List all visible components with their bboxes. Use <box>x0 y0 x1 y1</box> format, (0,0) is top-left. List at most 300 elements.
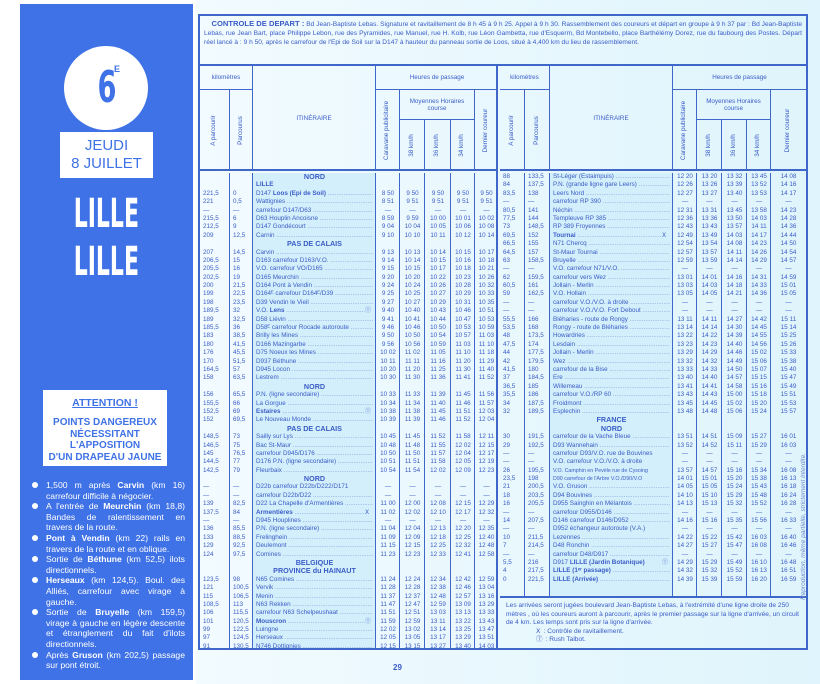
time-38kmh: 14 29 <box>701 349 718 357</box>
time-38kmh: 13 27 <box>701 189 718 197</box>
time-36kmh: 15 16 <box>726 466 743 474</box>
time-caravane: 9 24 <box>381 282 395 290</box>
time-36kmh: 13 40 <box>726 189 743 197</box>
time-caravane: 11 23 <box>380 550 396 558</box>
time-34kmh: 13 13 <box>455 609 471 617</box>
km-covered: 38,5 <box>233 332 246 340</box>
stage-number: 6 <box>97 62 115 113</box>
time-34kmh: — <box>459 491 467 499</box>
danger-point-item: Herseaux (km 124,5). Boul. des Alliés, carrefour avec virage à gauche. <box>30 575 185 607</box>
time-last-rider: 15 25 <box>780 332 797 340</box>
time-38kmh: 10 50 <box>404 332 421 340</box>
km-covered: — <box>528 298 535 306</box>
table-row <box>200 332 496 340</box>
time-caravane: 9 46 <box>381 324 395 332</box>
km-remaining: 142,5 <box>203 466 219 474</box>
time-38kmh: — <box>706 298 713 306</box>
time-38kmh: 13 57 <box>701 248 718 256</box>
time-38kmh: 15 32 <box>701 567 718 575</box>
danger-point-item: Sortie de Bruyelle (km 159,5) virage à gauche en légère descente et étranglement du fait d'ilots directionnels. <box>30 607 185 649</box>
time-34kmh: 15 24 <box>751 407 767 415</box>
km-covered: — <box>528 550 535 558</box>
attention-body: POINTS DANGEREUX NÉCESSITANT L'APPOSITION D'UN DRAPEAU JAUNE <box>48 417 162 463</box>
time-last-rider: 15 14 <box>780 324 797 332</box>
time-36kmh: 10 29 <box>430 298 446 306</box>
km-remaining: 34 <box>503 399 511 407</box>
itinerary-place: V.O. Lens ..... <box>256 307 365 315</box>
km-remaining: 144,5 <box>203 458 219 466</box>
time-36kmh: 10 22 <box>430 273 446 281</box>
time-36kmh: 14 40 <box>726 340 743 348</box>
time-38kmh: 11 02 <box>404 349 421 357</box>
time-38kmh: 14 11 <box>701 315 718 323</box>
time-34kmh: 11 58 <box>455 433 471 441</box>
km-remaining: 29 <box>503 441 511 449</box>
km-covered: 174 <box>528 340 539 348</box>
km-covered: 51,5 <box>233 357 246 365</box>
table-row <box>200 223 496 231</box>
time-38kmh: 11 39 <box>404 416 421 424</box>
time-34kmh: 12 04 <box>455 449 471 457</box>
km-covered: 203,5 <box>528 491 544 499</box>
day-label: JEUDI <box>84 137 129 154</box>
itinerary-place: D937 Béthune ..... <box>256 358 373 366</box>
table-row <box>200 576 496 584</box>
table-row <box>200 366 496 374</box>
time-36kmh: 15 06 <box>726 407 743 415</box>
km-remaining: 189 <box>203 315 214 323</box>
time-last-rider: 14 16 <box>780 181 797 189</box>
time-36kmh: 10 50 <box>430 324 446 332</box>
time-36kmh: 13 45 <box>726 206 743 214</box>
itinerary-place: LILLE (1ᵉʳ passage) ..... <box>553 567 670 575</box>
time-38kmh: 14 52 <box>701 441 718 449</box>
header-itineraire: ITINÉRAIRE <box>253 66 376 171</box>
time-caravane: 10 48 <box>380 441 396 449</box>
time-38kmh: 11 11 <box>405 357 420 365</box>
time-last-rider: 14 50 <box>780 240 797 248</box>
km-covered: 168 <box>528 324 539 332</box>
time-38kmh: 14 33 <box>701 365 718 373</box>
time-36kmh: 14 57 <box>726 374 743 382</box>
time-36kmh: 11 39 <box>430 391 446 399</box>
km-remaining: 16 <box>503 500 511 508</box>
itinerary-place: D165 Meurchin ..... <box>256 274 373 282</box>
km-remaining: 205,5 <box>203 265 219 273</box>
time-34kmh: — <box>755 298 763 306</box>
table-row <box>500 249 806 257</box>
time-last-rider: 15 26 <box>780 340 797 348</box>
table-row <box>500 257 806 265</box>
time-36kmh: 12 08 <box>430 500 446 508</box>
itinerary-place: D93 Wannehain ..... <box>553 442 670 450</box>
time-38kmh: 15 29 <box>701 558 718 566</box>
time-last-rider: 10 08 <box>478 223 495 231</box>
time-36kmh: — <box>731 298 738 306</box>
time-36kmh: 15 02 <box>726 399 743 407</box>
time-caravane: — <box>384 483 392 491</box>
time-last-rider: 12 58 <box>478 550 495 558</box>
time-34kmh: — <box>755 307 763 315</box>
time-38kmh: 11 34 <box>404 399 421 407</box>
table-row <box>500 341 806 349</box>
time-38kmh: 11 54 <box>404 466 421 474</box>
km-remaining: 48 <box>503 332 511 340</box>
itinerary-place: Carnin ..... <box>256 232 373 240</box>
time-36kmh: 10 44 <box>430 315 446 323</box>
time-last-rider: 16 13 <box>780 475 797 483</box>
time-last-rider: 10 53 <box>478 315 495 323</box>
km-covered: 14,5 <box>233 248 246 256</box>
time-last-rider: 12 11 <box>478 433 495 441</box>
header-caravane: Caravane publicitaire <box>673 90 697 171</box>
table-row <box>200 265 496 273</box>
itinerary-place: St-Maur Tournai ..... <box>553 249 670 257</box>
table-row <box>200 383 496 391</box>
km-remaining: 30 <box>503 433 511 441</box>
time-caravane: 9 56 <box>381 340 395 348</box>
time-caravane: 13 48 <box>677 407 693 415</box>
time-38kmh: 15 27 <box>701 542 718 550</box>
itinerary-place: Bruyelle ..... <box>553 257 670 265</box>
km-covered: — <box>528 525 535 533</box>
time-38kmh: 11 51 <box>404 458 421 466</box>
km-covered: — <box>528 508 535 516</box>
time-caravane: 14 32 <box>677 567 693 575</box>
time-38kmh: 13 05 <box>404 634 421 642</box>
time-caravane: 13 33 <box>677 365 693 373</box>
time-last-rider: — <box>785 307 792 315</box>
km-covered: 177,5 <box>528 349 544 357</box>
time-last-rider: — <box>785 198 792 206</box>
time-last-rider: 14 44 <box>780 231 797 239</box>
time-34kmh: 14 56 <box>751 340 767 348</box>
time-caravane: 11 04 <box>380 525 396 533</box>
time-34kmh: — <box>755 550 763 558</box>
time-38kmh: 14 32 <box>701 357 718 365</box>
time-38kmh: — <box>706 307 713 315</box>
km-covered: 69,5 <box>233 416 246 424</box>
time-caravane: 14 05 <box>677 483 693 491</box>
time-last-rider: 11 57 <box>478 399 495 407</box>
finish-city: LILLE <box>73 239 140 285</box>
time-caravane: 13 52 <box>677 441 693 449</box>
itinerary-place: Jollain - Merlin ..... <box>553 282 670 290</box>
time-38kmh: 15 01 <box>701 475 718 483</box>
region-heading: PROVINCE du HAINAUT <box>273 566 356 576</box>
time-last-rider: 15 11 <box>780 315 797 323</box>
time-caravane: 9 20 <box>381 273 395 281</box>
time-38kmh: — <box>706 449 713 457</box>
time-caravane: — <box>681 458 689 466</box>
legend-item: Ⓣ : Rush Talbot. <box>536 636 586 644</box>
time-36kmh: 11 16 <box>430 357 446 365</box>
km-remaining: 37 <box>503 374 511 382</box>
time-34kmh: 16 13 <box>751 567 767 575</box>
time-38kmh: 10 25 <box>404 290 421 298</box>
km-remaining: — <box>503 458 510 466</box>
time-38kmh: 12 04 <box>404 525 421 533</box>
time-last-rider: 14 08 <box>780 173 797 180</box>
time-last-rider: — <box>483 517 490 525</box>
time-34kmh: 14 17 <box>751 231 767 239</box>
danger-point-item: 1,500 m après Carvin (km 16) carrefour difficile à négocier. <box>30 480 185 501</box>
km-remaining: — <box>503 525 510 533</box>
time-last-rider: 12 03 <box>478 407 495 415</box>
itinerary-place: Luingne ..... <box>256 626 373 634</box>
table-header <box>200 66 496 171</box>
km-covered: 97,5 <box>233 550 246 558</box>
table-body <box>200 173 496 651</box>
time-last-rider: 15 40 <box>780 365 797 373</box>
itinerary-place: D147 Gondécourt ..... <box>256 223 373 231</box>
danger-point-item: Après Gruson (km 202,5) passage sur pont étroit. <box>30 650 185 671</box>
time-34kmh: 10 16 <box>455 256 471 264</box>
km-remaining: 180 <box>203 340 214 348</box>
table-row <box>500 316 806 324</box>
time-34kmh: 10 53 <box>455 324 471 332</box>
time-caravane: 12 43 <box>677 223 693 231</box>
itinerary-place: D63 Houplin Ancoisne ..... <box>256 215 373 223</box>
time-caravane: 11 28 <box>380 584 396 592</box>
table-row <box>500 576 806 584</box>
start-city: LILLE <box>73 191 140 237</box>
time-34kmh: 15 27 <box>751 433 767 441</box>
km-covered: — <box>528 265 535 273</box>
time-caravane: 13 22 <box>677 332 693 340</box>
table-row <box>500 559 806 567</box>
time-36kmh: 12 02 <box>430 466 446 474</box>
header-36kmh: 36 km/h <box>425 120 451 171</box>
table-row <box>200 433 496 441</box>
km-covered: 98 <box>233 575 241 583</box>
time-36kmh: 14 30 <box>726 324 743 332</box>
time-caravane: 11 24 <box>380 575 396 583</box>
time-last-rider: 12 32 <box>478 508 495 516</box>
time-34kmh: 15 07 <box>751 365 767 373</box>
header-a-parcourir: A parcourir <box>500 90 525 171</box>
time-38kmh: 12 09 <box>404 533 421 541</box>
table-row <box>200 316 496 324</box>
table-row <box>500 433 806 441</box>
time-38kmh: 14 23 <box>701 340 718 348</box>
time-36kmh: 15 52 <box>726 567 743 575</box>
time-caravane: 9 10 <box>381 231 395 239</box>
table-row <box>500 383 806 391</box>
table-row <box>200 349 496 357</box>
table-row <box>200 475 496 483</box>
time-last-rider: 12 29 <box>478 500 495 508</box>
km-remaining: 137,5 <box>203 508 219 516</box>
km-remaining: 0 <box>503 575 507 583</box>
km-remaining: 123,5 <box>203 575 219 583</box>
table-row <box>500 500 806 508</box>
time-34kmh: 10 57 <box>455 332 471 340</box>
time-34kmh: 12 42 <box>455 575 471 583</box>
time-caravane: 13 45 <box>677 399 693 407</box>
time-last-rider: — <box>785 550 792 558</box>
km-remaining: 206,5 <box>203 256 219 264</box>
time-34kmh: 16 08 <box>751 542 767 550</box>
table-row <box>200 198 496 206</box>
time-34kmh: 14 33 <box>751 282 767 290</box>
time-36kmh: 13 32 <box>726 173 743 180</box>
time-last-rider: 10 02 <box>478 214 495 222</box>
time-38kmh: 14 22 <box>701 332 718 340</box>
time-34kmh: 12 20 <box>455 525 471 533</box>
km-covered: 21,5 <box>233 282 246 290</box>
time-38kmh: 9 50 <box>406 189 419 197</box>
km-remaining: 10 <box>503 533 511 541</box>
time-34kmh: 11 46 <box>455 399 471 407</box>
table-row <box>200 274 496 282</box>
time-last-rider: 12 15 <box>478 441 495 449</box>
time-last-rider: 11 56 <box>478 391 495 399</box>
time-last-rider: 11 29 <box>478 357 495 365</box>
time-38kmh: 14 48 <box>701 407 718 415</box>
km-remaining: 84 <box>503 181 511 189</box>
km-remaining: — <box>503 307 510 315</box>
time-caravane: — <box>681 550 689 558</box>
km-covered: 73 <box>233 433 241 441</box>
itinerary-place: RP 389 Froyennes ..... <box>553 223 670 231</box>
time-38kmh: 12 24 <box>404 575 421 583</box>
time-34kmh: 12 57 <box>455 592 471 600</box>
itinerary-place: carrefour N63 Schelpeushaat ..... <box>256 609 373 617</box>
rush-talbot-icon: Ⓣ <box>536 636 543 644</box>
table-row <box>200 358 496 366</box>
time-36kmh: — <box>731 449 738 457</box>
itinerary-place: D39 Vendin le Vieil ..... <box>256 299 373 307</box>
region-heading: PAS DE CALAIS <box>287 423 342 433</box>
km-remaining: 115 <box>203 592 214 600</box>
table-header <box>500 66 806 171</box>
time-34kmh: — <box>755 508 763 516</box>
itinerary-place: D58ᴱ carrefour Rocade autoroute ..... <box>256 324 373 332</box>
time-caravane: 9 04 <box>381 223 395 231</box>
time-caravane: 11 59 <box>380 617 396 625</box>
time-last-rider: — <box>785 458 792 466</box>
time-34kmh: 11 52 <box>455 416 471 424</box>
km-remaining: 4 <box>503 567 507 575</box>
header-moyennes: Moyennes Horaires course <box>697 90 771 120</box>
km-remaining: 41,5 <box>503 365 516 373</box>
km-covered: 36 <box>233 324 241 332</box>
time-caravane: 11 02 <box>380 508 396 516</box>
time-34kmh: 15 34 <box>751 466 767 474</box>
time-34kmh: 12 25 <box>455 533 471 541</box>
itinerary-place: Leers Nord ..... <box>553 190 670 198</box>
km-covered: 88,5 <box>233 533 246 541</box>
km-remaining: 35,5 <box>503 391 516 399</box>
time-last-rider: 12 59 <box>478 575 495 583</box>
time-34kmh: 12 41 <box>455 550 471 558</box>
km-covered: 32 <box>233 307 241 315</box>
table-row <box>500 551 806 559</box>
time-last-rider: 15 01 <box>780 282 797 290</box>
itinerary-place: Deulemont ..... <box>256 542 373 550</box>
time-36kmh: 12 18 <box>430 533 446 541</box>
itinerary-place: D147 Loos (Epi de Soil) ..... <box>256 190 373 198</box>
km-remaining: 69,5 <box>503 231 516 239</box>
km-covered: 137,5 <box>528 181 544 189</box>
time-caravane: 13 05 <box>677 290 693 298</box>
header-38kmh: 38 km/h <box>400 120 425 171</box>
time-36kmh: 15 49 <box>726 558 743 566</box>
time-36kmh: 11 52 <box>430 433 446 441</box>
time-caravane: 12 57 <box>677 248 693 256</box>
time-last-rider: 13 33 <box>478 609 495 617</box>
time-34kmh: 12 09 <box>455 466 471 474</box>
km-covered: 141 <box>528 206 539 214</box>
time-38kmh: 13 54 <box>701 240 718 248</box>
time-38kmh: 14 43 <box>701 391 718 399</box>
time-36kmh: 12 13 <box>430 525 446 533</box>
time-38kmh: 15 16 <box>701 517 718 525</box>
legend-item: Ⅹ : Contrôle de ravitaillement. <box>536 627 624 635</box>
time-caravane: 14 13 <box>677 500 693 508</box>
time-34kmh: 9 50 <box>456 189 470 197</box>
km-covered: 15 <box>233 256 241 264</box>
table-row <box>500 190 806 198</box>
table-row <box>200 450 496 458</box>
time-38kmh: 9 51 <box>406 198 419 206</box>
itinerary-place: Bléharies - route de Rongy ..... <box>553 316 670 324</box>
table-row <box>200 643 496 651</box>
stage-panel <box>20 4 193 680</box>
km-remaining: 73 <box>503 223 511 231</box>
km-remaining: 108,5 <box>203 600 219 608</box>
departure-control-note <box>200 16 806 66</box>
time-38kmh: 15 22 <box>701 533 718 541</box>
time-38kmh: 11 45 <box>404 433 421 441</box>
time-caravane: 13 40 <box>677 374 693 382</box>
km-remaining: 14 <box>503 517 511 525</box>
feed-zone-icon: Ⅹ <box>365 509 370 516</box>
table-row <box>200 525 496 533</box>
itinerary-place: D48 Ronchin ..... <box>553 542 670 550</box>
danger-point-item: Sortie de Béthune (km 52,5) ilots directionnels. <box>30 554 185 575</box>
km-covered: — <box>528 458 535 466</box>
km-remaining: 183 <box>203 332 214 340</box>
time-last-rider: 12 35 <box>478 525 495 533</box>
time-last-rider: 12 48 <box>478 542 495 550</box>
itinerary-place: Howardries ..... <box>553 332 670 340</box>
km-remaining: 44 <box>503 349 511 357</box>
time-caravane: 11 37 <box>380 592 396 600</box>
time-caravane: 11 09 <box>380 533 396 541</box>
time-last-rider: 14 59 <box>780 273 797 281</box>
time-caravane: 13 32 <box>677 357 693 365</box>
time-34kmh: 13 29 <box>455 634 471 642</box>
time-36kmh: 12 33 <box>430 550 446 558</box>
time-caravane: 11 47 <box>380 600 396 608</box>
time-36kmh: 13 03 <box>430 609 446 617</box>
time-last-rider: 16 18 <box>780 483 797 491</box>
time-38kmh: — <box>409 483 416 491</box>
time-34kmh: 13 58 <box>751 206 767 214</box>
km-remaining: 42 <box>503 357 511 365</box>
time-caravane: 9 13 <box>381 248 395 256</box>
time-34kmh: 15 48 <box>751 491 767 499</box>
itinerary-place: Carvin ..... <box>256 249 373 257</box>
time-34kmh: 12 05 <box>455 458 471 466</box>
km-remaining: 198 <box>203 298 214 306</box>
itinerary-place: Wattignies ..... <box>256 198 373 206</box>
time-caravane: 9 40 <box>381 307 395 315</box>
km-covered: 138 <box>528 189 539 197</box>
time-38kmh: 14 14 <box>701 324 718 332</box>
